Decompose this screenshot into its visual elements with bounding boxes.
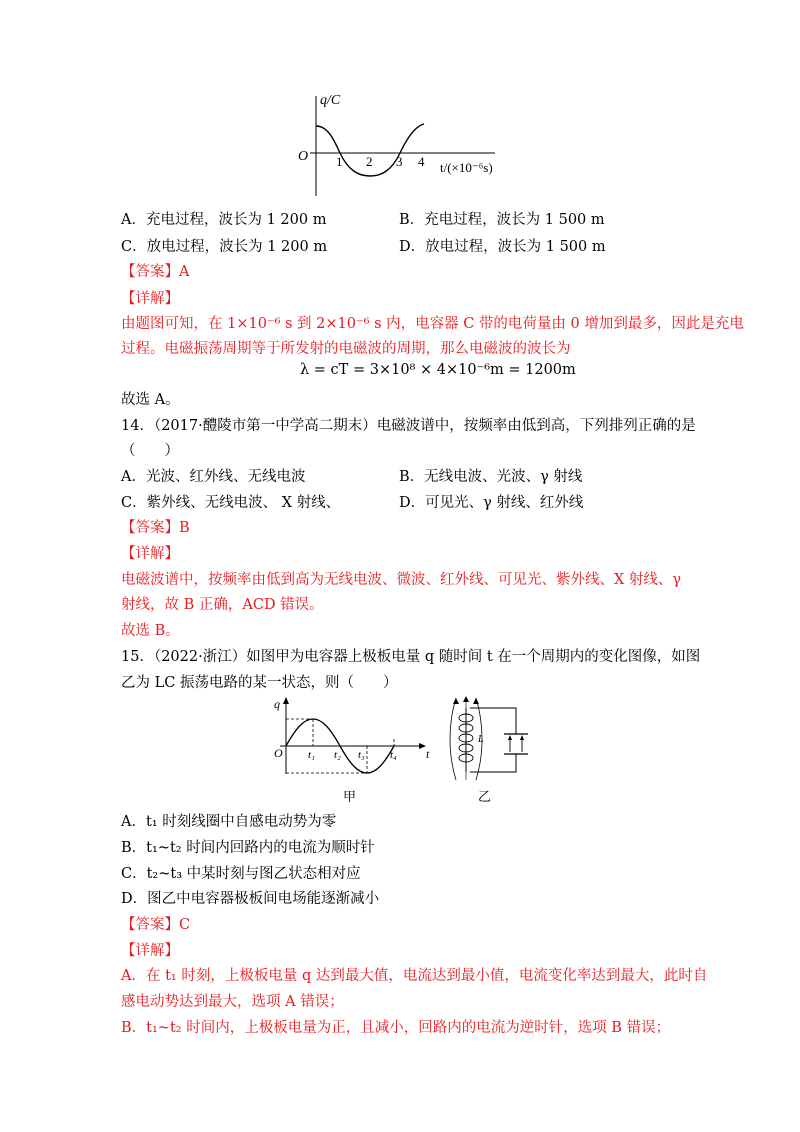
figure-yi-caption: 乙 (478, 790, 492, 805)
q-t-graph-figure (290, 90, 520, 205)
q15-answer: 【答案】C (121, 917, 191, 933)
jia-tick-t4: t₄ (390, 749, 397, 761)
q14-option-b[interactable]: B．无线电波、光波、γ 射线 (399, 469, 583, 485)
q15-option-c[interactable]: C．t₂~t₃ 中某时刻与图乙状态相对应 (121, 866, 361, 882)
jia-tick-t3: t₃ (358, 749, 365, 761)
q15-option-d[interactable]: D．图乙中电容器极板间电场能逐渐减小 (121, 891, 380, 907)
tick-2: 2 (366, 154, 373, 169)
q14-answer: 【答案】B (121, 520, 190, 536)
origin-label: O (298, 149, 309, 164)
q14-stem-line2: （ ） (121, 443, 179, 459)
q13-detail-line1: 由题图可知，在 1×10⁻⁶ s 到 2×10⁻⁶ s 内，电容器 C 带的电荷量由 0 增加到最多，因此是充电 (121, 316, 744, 332)
tick-1: 1 (336, 154, 343, 169)
q14-option-c[interactable]: C．紫外线、无线电波、 X 射线、 (121, 495, 341, 511)
q13-formula: λ = cT = 3×10⁸ × 4×10⁻⁶m = 1200m (300, 362, 576, 378)
q-axis-label: q/C (320, 93, 341, 108)
jia-t-label: t (426, 747, 430, 761)
q14-choose: 故选 B。 (121, 623, 180, 639)
q14-stem-line1: 14．（2017·醴陵市第一中学高二期末）电磁波谱中，按频率由低到高，下列排列正确的是 (121, 418, 696, 434)
q13-detail-line2: 过程。电磁振荡周期等于所发射的电磁波的周期，那么电磁波的波长为 (121, 341, 571, 357)
q15-option-a[interactable]: A．t₁ 时刻线圈中自感电动势为零 (121, 814, 337, 830)
figure-yi-lc-circuit (440, 694, 540, 784)
q13-choose: 故选 A。 (121, 392, 180, 408)
q15-stem-line2: 乙为 LC 振荡电路的某一状态，则（ ） (121, 675, 398, 691)
q15-stem-line1: 15．（2022·浙江）如图甲为电容器上极板电量 q 随时间 t 在一个周期内的变化图像，如图 (121, 649, 701, 665)
q15-detail-title: 【详解】 (121, 943, 179, 959)
q14-option-a[interactable]: A．光波、红外线、无线电波 (121, 469, 306, 485)
q15-option-b[interactable]: B．t₁~t₂ 时间内回路内的电流为顺时针 (121, 840, 375, 856)
q14-option-d[interactable]: D．可见光、γ 射线、红外线 (399, 495, 584, 511)
jia-q-label: q (274, 697, 280, 711)
q14-detail-line2: 射线，故 B 正确，ACD 错误。 (121, 597, 324, 613)
q15-detail-a-line2: 感电动势达到最大，选项 A 错误； (121, 994, 344, 1010)
figure-jia-caption: 甲 (343, 790, 357, 805)
jia-origin: O (274, 746, 283, 760)
tick-4: 4 (418, 154, 425, 169)
q13-option-d[interactable]: D．放电过程，波长为 1 500 m (399, 239, 606, 255)
q15-detail-a-line1: A．在 t₁ 时刻，上极板电量 q 达到最大值，电流达到最小值，电流变化率达到最大，此时自 (121, 968, 708, 984)
jia-tick-t2: t₂ (334, 749, 341, 761)
t-axis-label: t/(×10⁻⁶s) (440, 160, 493, 175)
q13-detail-title: 【详解】 (121, 291, 179, 307)
q13-option-a[interactable]: A．充电过程，波长为 1 200 m (121, 212, 327, 228)
jia-tick-t1: t₁ (308, 749, 315, 761)
q14-detail-line1: 电磁波谱中，按频率由低到高为无线电波、微波、红外线、可见光、紫外线、X 射线、γ (121, 572, 682, 588)
q13-answer: 【答案】A (121, 264, 190, 280)
q13-option-c[interactable]: C．放电过程，波长为 1 200 m (121, 239, 328, 255)
yi-inductor-label: L (478, 734, 484, 745)
q13-option-b[interactable]: B．充电过程，波长为 1 500 m (399, 212, 605, 228)
tick-3: 3 (396, 154, 403, 169)
q15-detail-b: B．t₁~t₂ 时间内，上极板电量为正，且减小，回路内的电流为逆时针，选项 B 错误； (121, 1020, 671, 1036)
q14-detail-title: 【详解】 (121, 546, 179, 562)
